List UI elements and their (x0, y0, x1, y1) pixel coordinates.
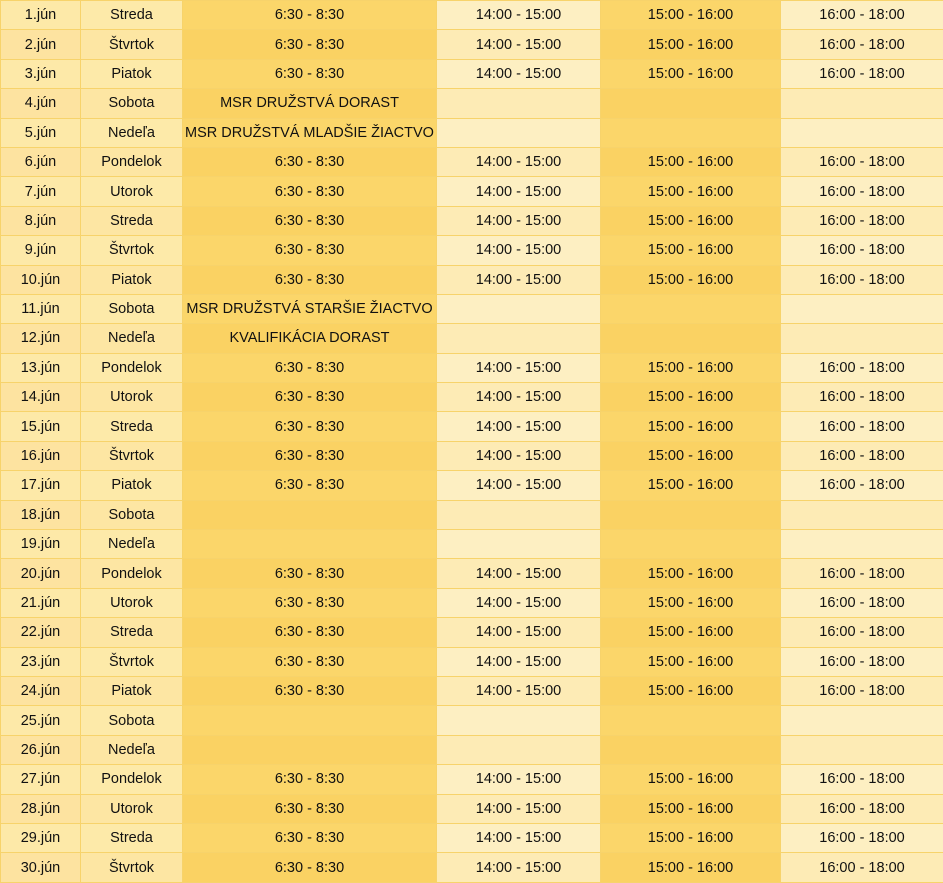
table-row (1, 500, 943, 529)
morning-slot-cell: 6:30 - 8:30 (183, 412, 437, 441)
date-cell: 27.jún (1, 765, 81, 794)
afternoon-slot-3-cell: 16:00 - 18:00 (781, 794, 943, 823)
date-cell: 10.jún (1, 265, 81, 294)
afternoon-slot-2-cell (601, 118, 781, 147)
afternoon-slot-1-cell: 14:00 - 15:00 (437, 353, 601, 382)
afternoon-slot-1-cell: 14:00 - 15:00 (437, 265, 601, 294)
morning-slot-cell: 6:30 - 8:30 (183, 265, 437, 294)
table-row (1, 765, 943, 794)
day-cell: Streda (81, 206, 183, 235)
table-row (1, 265, 943, 294)
morning-slot-cell (183, 735, 437, 764)
afternoon-slot-1-cell: 14:00 - 15:00 (437, 823, 601, 852)
table-row (1, 853, 943, 882)
day-cell: Sobota (81, 294, 183, 323)
date-cell: 22.jún (1, 618, 81, 647)
afternoon-slot-2-cell: 15:00 - 16:00 (601, 265, 781, 294)
date-cell: 5.jún (1, 118, 81, 147)
date-cell: 8.jún (1, 206, 81, 235)
day-cell: Sobota (81, 89, 183, 118)
afternoon-slot-1-cell: 14:00 - 15:00 (437, 647, 601, 676)
afternoon-slot-3-cell (781, 706, 943, 735)
afternoon-slot-3-cell (781, 500, 943, 529)
date-cell: 23.jún (1, 647, 81, 676)
afternoon-slot-1-cell: 14:00 - 15:00 (437, 59, 601, 88)
afternoon-slot-3-cell (781, 118, 943, 147)
afternoon-slot-2-cell: 15:00 - 16:00 (601, 353, 781, 382)
date-cell: 15.jún (1, 412, 81, 441)
afternoon-slot-2-cell: 15:00 - 16:00 (601, 206, 781, 235)
morning-slot-cell: 6:30 - 8:30 (183, 30, 437, 59)
afternoon-slot-2-cell (601, 735, 781, 764)
day-cell: Streda (81, 618, 183, 647)
afternoon-slot-3-cell: 16:00 - 18:00 (781, 618, 943, 647)
afternoon-slot-3-cell (781, 735, 943, 764)
day-cell: Štvrtok (81, 441, 183, 470)
day-cell: Streda (81, 823, 183, 852)
afternoon-slot-2-cell: 15:00 - 16:00 (601, 853, 781, 882)
afternoon-slot-1-cell (437, 530, 601, 559)
afternoon-slot-3-cell (781, 294, 943, 323)
day-cell: Nedeľa (81, 324, 183, 353)
afternoon-slot-3-cell: 16:00 - 18:00 (781, 236, 943, 265)
afternoon-slot-3-cell: 16:00 - 18:00 (781, 676, 943, 705)
date-cell: 6.jún (1, 147, 81, 176)
morning-slot-cell: 6:30 - 8:30 (183, 765, 437, 794)
afternoon-slot-2-cell: 15:00 - 16:00 (601, 559, 781, 588)
date-cell: 21.jún (1, 588, 81, 617)
day-cell: Pondelok (81, 353, 183, 382)
day-cell: Utorok (81, 794, 183, 823)
date-cell: 4.jún (1, 89, 81, 118)
morning-slot-cell: MSR DRUŽSTVÁ DORAST (183, 89, 437, 118)
table-row (1, 530, 943, 559)
afternoon-slot-2-cell: 15:00 - 16:00 (601, 383, 781, 412)
morning-slot-cell: 6:30 - 8:30 (183, 236, 437, 265)
table-row (1, 147, 943, 176)
table-row (1, 471, 943, 500)
morning-slot-cell (183, 706, 437, 735)
date-cell: 16.jún (1, 441, 81, 470)
morning-slot-cell: 6:30 - 8:30 (183, 206, 437, 235)
morning-slot-cell: 6:30 - 8:30 (183, 177, 437, 206)
table-row (1, 647, 943, 676)
morning-slot-cell: 6:30 - 8:30 (183, 383, 437, 412)
date-cell: 11.jún (1, 294, 81, 323)
date-cell: 28.jún (1, 794, 81, 823)
table-row (1, 236, 943, 265)
table-row (1, 30, 943, 59)
date-cell: 24.jún (1, 676, 81, 705)
afternoon-slot-1-cell (437, 89, 601, 118)
afternoon-slot-1-cell (437, 294, 601, 323)
date-cell: 26.jún (1, 735, 81, 764)
date-cell: 29.jún (1, 823, 81, 852)
table-row (1, 206, 943, 235)
day-cell: Pondelok (81, 559, 183, 588)
morning-slot-cell: 6:30 - 8:30 (183, 618, 437, 647)
afternoon-slot-3-cell: 16:00 - 18:00 (781, 383, 943, 412)
date-cell: 25.jún (1, 706, 81, 735)
day-cell: Streda (81, 412, 183, 441)
table-row (1, 794, 943, 823)
afternoon-slot-2-cell: 15:00 - 16:00 (601, 236, 781, 265)
day-cell: Pondelok (81, 147, 183, 176)
table-row (1, 353, 943, 382)
date-cell: 1.jún (1, 1, 81, 30)
date-cell: 17.jún (1, 471, 81, 500)
afternoon-slot-2-cell (601, 706, 781, 735)
afternoon-slot-3-cell: 16:00 - 18:00 (781, 265, 943, 294)
afternoon-slot-3-cell (781, 530, 943, 559)
afternoon-slot-3-cell: 16:00 - 18:00 (781, 823, 943, 852)
day-cell: Štvrtok (81, 30, 183, 59)
table-row (1, 383, 943, 412)
morning-slot-cell: 6:30 - 8:30 (183, 441, 437, 470)
morning-slot-cell: MSR DRUŽSTVÁ MLADŠIE ŽIACTVO (183, 118, 437, 147)
afternoon-slot-1-cell: 14:00 - 15:00 (437, 147, 601, 176)
afternoon-slot-3-cell: 16:00 - 18:00 (781, 59, 943, 88)
afternoon-slot-2-cell (601, 530, 781, 559)
day-cell: Pondelok (81, 765, 183, 794)
table-row (1, 89, 943, 118)
afternoon-slot-2-cell: 15:00 - 16:00 (601, 177, 781, 206)
day-cell: Piatok (81, 265, 183, 294)
table-row (1, 588, 943, 617)
table-row (1, 823, 943, 852)
day-cell: Štvrtok (81, 236, 183, 265)
afternoon-slot-1-cell: 14:00 - 15:00 (437, 206, 601, 235)
table-row (1, 618, 943, 647)
date-cell: 9.jún (1, 236, 81, 265)
afternoon-slot-2-cell: 15:00 - 16:00 (601, 412, 781, 441)
day-cell: Štvrtok (81, 853, 183, 882)
afternoon-slot-2-cell: 15:00 - 16:00 (601, 588, 781, 617)
morning-slot-cell: 6:30 - 8:30 (183, 59, 437, 88)
date-cell: 18.jún (1, 500, 81, 529)
afternoon-slot-1-cell (437, 706, 601, 735)
afternoon-slot-1-cell: 14:00 - 15:00 (437, 1, 601, 30)
morning-slot-cell: 6:30 - 8:30 (183, 823, 437, 852)
morning-slot-cell: MSR DRUŽSTVÁ STARŠIE ŽIACTVO (183, 294, 437, 323)
morning-slot-cell (183, 500, 437, 529)
day-cell: Nedeľa (81, 530, 183, 559)
afternoon-slot-1-cell (437, 735, 601, 764)
afternoon-slot-1-cell: 14:00 - 15:00 (437, 30, 601, 59)
date-cell: 2.jún (1, 30, 81, 59)
table-row (1, 324, 943, 353)
afternoon-slot-2-cell: 15:00 - 16:00 (601, 794, 781, 823)
afternoon-slot-1-cell (437, 500, 601, 529)
afternoon-slot-2-cell: 15:00 - 16:00 (601, 647, 781, 676)
afternoon-slot-2-cell: 15:00 - 16:00 (601, 823, 781, 852)
morning-slot-cell: 6:30 - 8:30 (183, 147, 437, 176)
date-cell: 20.jún (1, 559, 81, 588)
afternoon-slot-3-cell: 16:00 - 18:00 (781, 177, 943, 206)
afternoon-slot-2-cell (601, 294, 781, 323)
morning-slot-cell: 6:30 - 8:30 (183, 588, 437, 617)
afternoon-slot-2-cell: 15:00 - 16:00 (601, 618, 781, 647)
afternoon-slot-2-cell: 15:00 - 16:00 (601, 471, 781, 500)
day-cell: Sobota (81, 706, 183, 735)
afternoon-slot-2-cell: 15:00 - 16:00 (601, 676, 781, 705)
date-cell: 14.jún (1, 383, 81, 412)
afternoon-slot-2-cell (601, 324, 781, 353)
table-row (1, 412, 943, 441)
afternoon-slot-3-cell: 16:00 - 18:00 (781, 441, 943, 470)
afternoon-slot-1-cell: 14:00 - 15:00 (437, 441, 601, 470)
afternoon-slot-3-cell: 16:00 - 18:00 (781, 471, 943, 500)
afternoon-slot-1-cell: 14:00 - 15:00 (437, 676, 601, 705)
table-row (1, 177, 943, 206)
morning-slot-cell: KVALIFIKÁCIA DORAST (183, 324, 437, 353)
table-row (1, 735, 943, 764)
afternoon-slot-1-cell (437, 324, 601, 353)
morning-slot-cell: 6:30 - 8:30 (183, 1, 437, 30)
afternoon-slot-1-cell: 14:00 - 15:00 (437, 236, 601, 265)
afternoon-slot-2-cell: 15:00 - 16:00 (601, 441, 781, 470)
afternoon-slot-3-cell: 16:00 - 18:00 (781, 647, 943, 676)
morning-slot-cell: 6:30 - 8:30 (183, 647, 437, 676)
table-row (1, 294, 943, 323)
afternoon-slot-3-cell (781, 324, 943, 353)
morning-slot-cell: 6:30 - 8:30 (183, 559, 437, 588)
date-cell: 30.jún (1, 853, 81, 882)
day-cell: Nedeľa (81, 118, 183, 147)
day-cell: Piatok (81, 59, 183, 88)
afternoon-slot-1-cell: 14:00 - 15:00 (437, 412, 601, 441)
morning-slot-cell: 6:30 - 8:30 (183, 853, 437, 882)
day-cell: Utorok (81, 588, 183, 617)
date-cell: 19.jún (1, 530, 81, 559)
afternoon-slot-3-cell: 16:00 - 18:00 (781, 1, 943, 30)
afternoon-slot-2-cell: 15:00 - 16:00 (601, 765, 781, 794)
afternoon-slot-3-cell (781, 89, 943, 118)
afternoon-slot-3-cell: 16:00 - 18:00 (781, 147, 943, 176)
afternoon-slot-1-cell: 14:00 - 15:00 (437, 618, 601, 647)
date-cell: 12.jún (1, 324, 81, 353)
afternoon-slot-1-cell: 14:00 - 15:00 (437, 471, 601, 500)
date-cell: 3.jún (1, 59, 81, 88)
table-row (1, 706, 943, 735)
afternoon-slot-3-cell: 16:00 - 18:00 (781, 412, 943, 441)
day-cell: Utorok (81, 383, 183, 412)
day-cell: Štvrtok (81, 647, 183, 676)
afternoon-slot-1-cell: 14:00 - 15:00 (437, 794, 601, 823)
day-cell: Piatok (81, 471, 183, 500)
morning-slot-cell: 6:30 - 8:30 (183, 794, 437, 823)
afternoon-slot-1-cell: 14:00 - 15:00 (437, 765, 601, 794)
date-cell: 13.jún (1, 353, 81, 382)
afternoon-slot-2-cell: 15:00 - 16:00 (601, 147, 781, 176)
table-row (1, 118, 943, 147)
day-cell: Nedeľa (81, 735, 183, 764)
afternoon-slot-3-cell: 16:00 - 18:00 (781, 588, 943, 617)
table-row (1, 1, 943, 30)
day-cell: Utorok (81, 177, 183, 206)
afternoon-slot-2-cell: 15:00 - 16:00 (601, 30, 781, 59)
afternoon-slot-1-cell: 14:00 - 15:00 (437, 383, 601, 412)
afternoon-slot-3-cell: 16:00 - 18:00 (781, 206, 943, 235)
afternoon-slot-1-cell (437, 118, 601, 147)
table-row (1, 676, 943, 705)
afternoon-slot-3-cell: 16:00 - 18:00 (781, 853, 943, 882)
schedule-body (1, 1, 943, 883)
afternoon-slot-1-cell: 14:00 - 15:00 (437, 588, 601, 617)
morning-slot-cell (183, 530, 437, 559)
afternoon-slot-3-cell: 16:00 - 18:00 (781, 765, 943, 794)
afternoon-slot-1-cell: 14:00 - 15:00 (437, 853, 601, 882)
afternoon-slot-2-cell (601, 500, 781, 529)
afternoon-slot-1-cell: 14:00 - 15:00 (437, 177, 601, 206)
day-cell: Streda (81, 1, 183, 30)
day-cell: Piatok (81, 676, 183, 705)
day-cell: Sobota (81, 500, 183, 529)
afternoon-slot-3-cell: 16:00 - 18:00 (781, 353, 943, 382)
date-cell: 7.jún (1, 177, 81, 206)
table-row (1, 59, 943, 88)
afternoon-slot-2-cell: 15:00 - 16:00 (601, 59, 781, 88)
morning-slot-cell: 6:30 - 8:30 (183, 353, 437, 382)
morning-slot-cell: 6:30 - 8:30 (183, 676, 437, 705)
afternoon-slot-1-cell: 14:00 - 15:00 (437, 559, 601, 588)
afternoon-slot-2-cell: 15:00 - 16:00 (601, 1, 781, 30)
afternoon-slot-2-cell (601, 89, 781, 118)
table-row (1, 559, 943, 588)
table-row (1, 441, 943, 470)
afternoon-slot-3-cell: 16:00 - 18:00 (781, 30, 943, 59)
afternoon-slot-3-cell: 16:00 - 18:00 (781, 559, 943, 588)
morning-slot-cell: 6:30 - 8:30 (183, 471, 437, 500)
